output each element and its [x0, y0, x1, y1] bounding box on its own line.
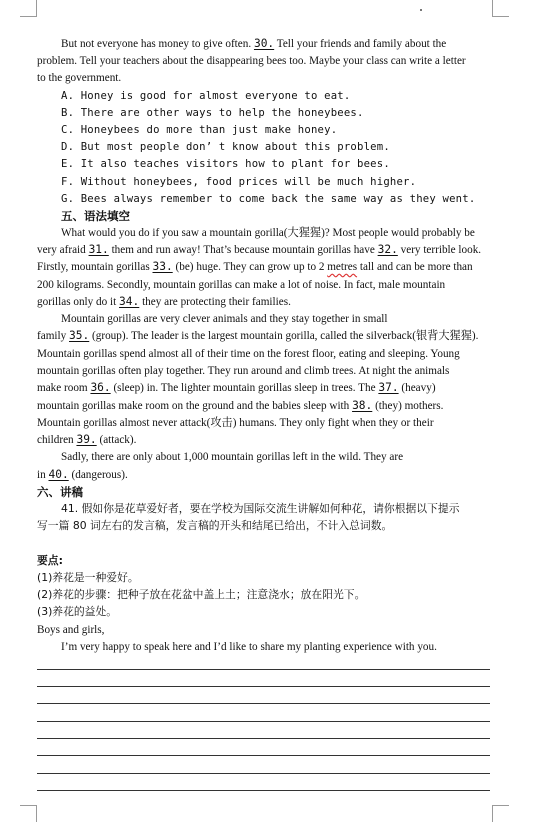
answer-line[interactable] — [37, 669, 490, 670]
speech-greeting: Boys and girls, — [37, 624, 105, 636]
cloze-p2-line-3: Mountain gorillas spend almost all of their time on the forest floor, eating and sleeping. Young — [37, 348, 460, 360]
cloze-p1-line-3: Firstly, mountain gorillas 33. (be) huge. They can grow up to 2 metres tall and can be more than — [37, 260, 473, 273]
cloze-p3-line-2: in 40. (dangerous). — [37, 468, 128, 481]
key-point-1: (1)养花是一种爱好。 — [37, 571, 139, 584]
option-e: E. It also teaches visitors how to plant for bees. — [61, 158, 390, 170]
option-b: B. There are other ways to help the honeybees. — [61, 107, 364, 119]
blank-38: 38. — [352, 399, 373, 412]
answer-line[interactable] — [37, 703, 490, 704]
intro-line-2: problem. Tell your teachers about the disappearing bees too. Maybe your class can write a letter — [37, 55, 466, 67]
cloze-p2-line-5: make room 36. (sleep) in. The lighter mountain gorillas sleep in trees. The 37. (heavy) — [37, 381, 436, 394]
cloze-p3-line-1: Sadly, there are only about 1,000 mountain gorillas left in the wild. They are — [61, 451, 404, 463]
blank-32: 32. — [377, 243, 398, 256]
cloze-p1-line-5: gorillas only do it 34. they are protecting their families. — [37, 295, 291, 308]
section-6-title: 六、讲稿 — [37, 485, 83, 499]
blank-35: 35. — [69, 329, 90, 342]
cloze-p1-line-2: very afraid 31. them and run away! That’s because mountain gorillas have 32. very terrible look. — [37, 243, 482, 256]
writing-prompt-line-1: 41. 假如你是花草爱好者，要在学校为国际交流生讲解如何种花，请你根据以下提示 — [61, 502, 460, 515]
cloze-p2-line-1: Mountain gorillas are very clever animals and they stay together in small — [61, 313, 388, 325]
blank-39: 39. — [76, 433, 97, 446]
crop-mark-top-right — [492, 0, 509, 17]
crop-mark-bottom-right — [492, 805, 509, 822]
page-speck — [420, 9, 422, 11]
section-5-title: 五、语法填空 — [61, 209, 130, 223]
cloze-p2-line-7: Mountain gorillas almost never attack(攻击) humans. They only fight when they or their — [37, 417, 434, 429]
spellcheck-word: metres — [327, 261, 358, 273]
cloze-p2-line-6: mountain gorillas make room on the ground and the babies sleep with 38. (they) mothers. — [37, 399, 444, 412]
key-points-title: 要点: — [37, 554, 63, 567]
answer-line[interactable] — [37, 738, 490, 739]
cloze-p1-line-4: 200 kilograms. Secondly, mountain gorillas can make a lot of noise. In fact, male mountain — [37, 279, 446, 291]
speech-opening: I’m very happy to speak here and I’d like to share my planting experience with you. — [61, 641, 437, 653]
option-c: C. Honeybees do more than just make honey. — [61, 124, 338, 136]
blank-40: 40. — [48, 468, 69, 481]
blank-31: 31. — [88, 243, 109, 256]
blank-30: 30. — [253, 37, 275, 50]
crop-mark-top-left — [20, 0, 37, 17]
cloze-p1-line-1: What would you do if you saw a mountain gorilla(大猩猩)? Most people would probably be — [61, 227, 475, 239]
key-point-3: (3)养花的益处。 — [37, 605, 118, 618]
writing-prompt-line-2: 写一篇 80 词左右的发言稿，发言稿的开头和结尾已给出，不计入总词数。 — [37, 519, 393, 532]
blank-37: 37. — [378, 381, 399, 394]
answer-line[interactable] — [37, 721, 490, 722]
blank-34: 34. — [119, 295, 140, 308]
cloze-p2-line-8: children 39. (attack). — [37, 433, 137, 446]
answer-line[interactable] — [37, 686, 490, 687]
answer-line[interactable] — [37, 773, 490, 774]
option-f: F. Without honeybees, food prices will be much higher. — [61, 176, 417, 188]
crop-mark-bottom-left — [20, 805, 37, 822]
blank-36: 36. — [90, 381, 111, 394]
cloze-p2-line-4: mountain gorillas often play together. They run around and climb trees. At night the animals — [37, 365, 450, 377]
cloze-p2-line-2: family 35. (group). The leader is the largest mountain gorilla, called the silverback(银背大猩猩). — [37, 329, 479, 342]
option-a: A. Honey is good for almost everyone to eat. — [61, 90, 351, 102]
option-d: D. But most people don’ t know about this problem. — [61, 141, 390, 153]
intro-line-1: But not everyone has money to give often. 30. Tell your friends and family about the — [61, 37, 447, 50]
intro-line-3: to the government. — [37, 72, 122, 84]
answer-line[interactable] — [37, 755, 490, 756]
answer-line[interactable] — [37, 790, 490, 791]
blank-33: 33. — [152, 260, 173, 273]
option-g: G. Bees always remember to come back the same way as they went. — [61, 193, 476, 205]
key-point-2: (2)养花的步骤：把种子放在花盆中盖上土；注意浇水；放在阳光下。 — [37, 588, 366, 601]
